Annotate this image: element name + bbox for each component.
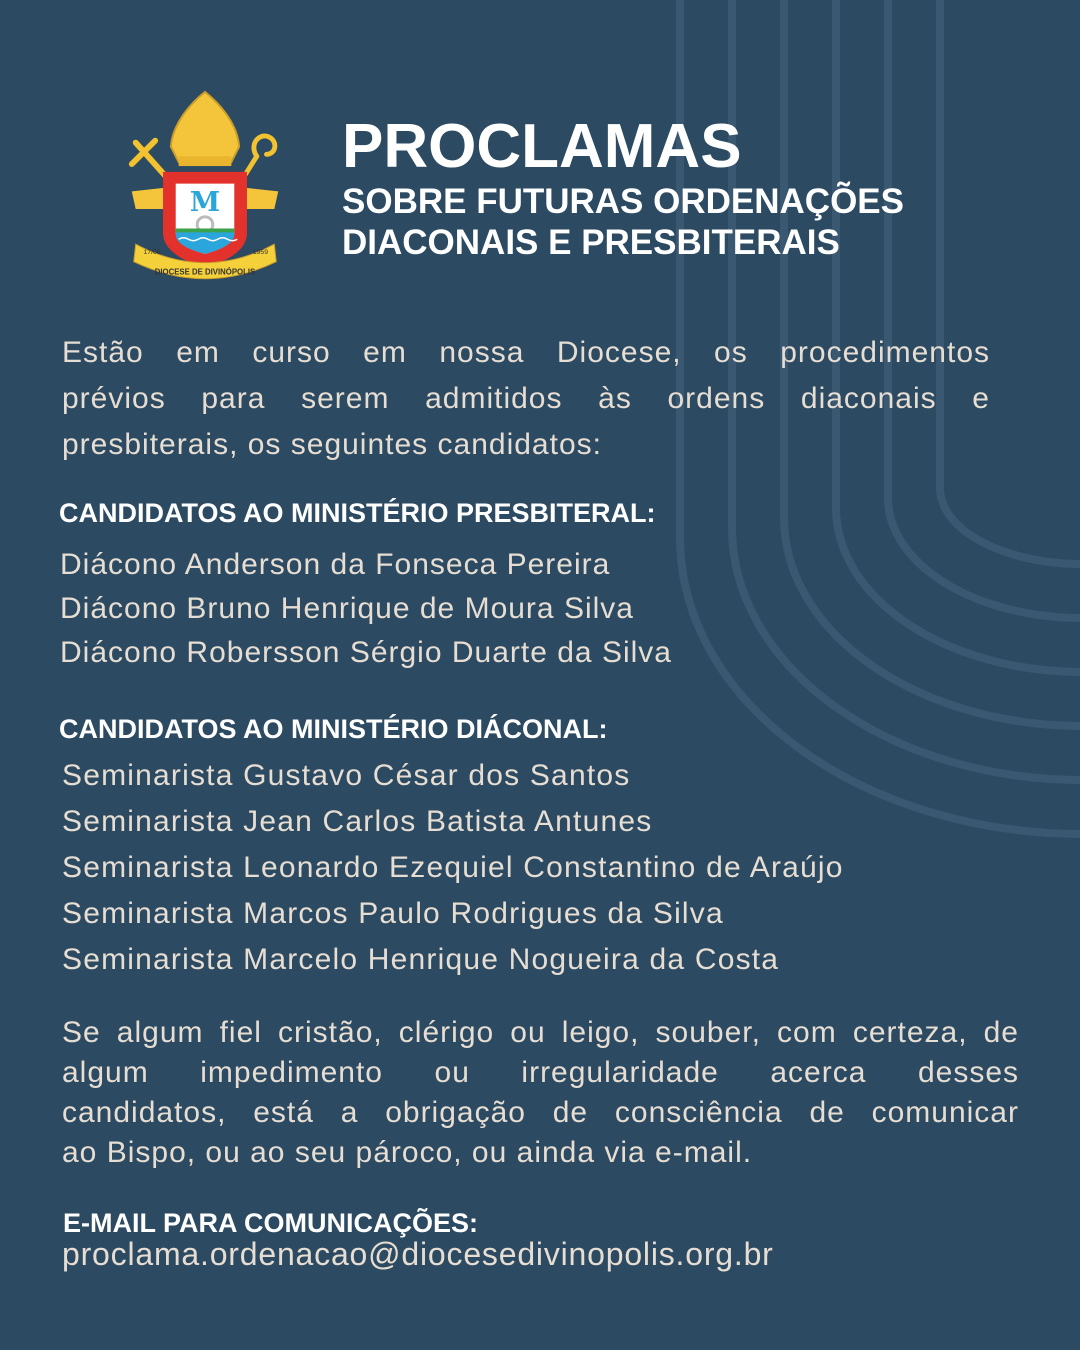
diocese-coat-of-arms-logo — [122, 86, 288, 291]
notice-line: algum impedimento ou irregularidade acerca desses — [62, 1056, 1019, 1089]
presbiteral-heading: CANDIDATOS AO MINISTÉRIO PRESBITERAL: — [59, 498, 656, 528]
intro-line: Estão em curso em nossa Diocese, os procedimentos — [62, 336, 990, 369]
decorative-arc — [940, 0, 1080, 564]
email-link[interactable]: proclama.ordenacao@diocesedivinopolis.org.br — [62, 1236, 774, 1272]
list-item: Seminarista Marcos Paulo Rodrigues da Silva — [62, 897, 724, 930]
notice-line: candidatos, está a obrigação de consciência de comunicar — [62, 1096, 1019, 1129]
intro-line: presbiterais, os seguintes candidatos: — [62, 428, 602, 461]
list-item: Diácono Bruno Henrique de Moura Silva — [60, 592, 634, 625]
list-item: Diácono Anderson da Fonseca Pereira — [60, 548, 611, 581]
logo-date-left: 17/05 — [143, 248, 161, 256]
subtitle-line-2: DIACONAIS E PRESBITERAIS — [342, 223, 840, 262]
svg-text:M: M — [189, 185, 221, 218]
mitre-icon — [171, 92, 239, 162]
subtitle-line-1: SOBRE FUTURAS ORDENAÇÕES — [342, 182, 904, 221]
notice-paragraph — [62, 1013, 1019, 1173]
page-title: PROCLAMAS — [342, 112, 742, 181]
notice-line: Se algum fiel cristão, clérigo ou leigo, souber, com certeza, de — [62, 1016, 1019, 1049]
notice-line: ao Bispo, ou ao seu pároco, ou ainda via e-mail. — [62, 1136, 753, 1169]
diaconal-heading: CANDIDATOS AO MINISTÉRIO DIÁCONAL: — [59, 714, 608, 744]
email-heading: E-MAIL PARA COMUNICAÇÕES: — [63, 1208, 478, 1238]
list-item: Seminarista Jean Carlos Batista Antunes — [62, 805, 653, 838]
list-item: Seminarista Leonardo Ezequiel Constantino de Araújo — [62, 851, 844, 884]
list-item: Seminarista Gustavo César dos Santos — [62, 759, 631, 792]
diaconal-list — [62, 753, 844, 983]
list-item: Seminarista Marcelo Henrique Nogueira da Costa — [62, 943, 780, 976]
presbiteral-list — [60, 543, 672, 675]
decorative-arc — [888, 0, 1080, 618]
intro-paragraph — [62, 330, 990, 468]
list-item: Diácono Robersson Sérgio Duarte da Silva — [60, 636, 672, 669]
logo-date-right: 1959 — [252, 248, 269, 256]
intro-line: prévios para serem admitidos às ordens diaconais e — [62, 382, 990, 415]
logo-ribbon-text: DIOCESE DE DIVINÓPOLIS — [154, 267, 256, 277]
